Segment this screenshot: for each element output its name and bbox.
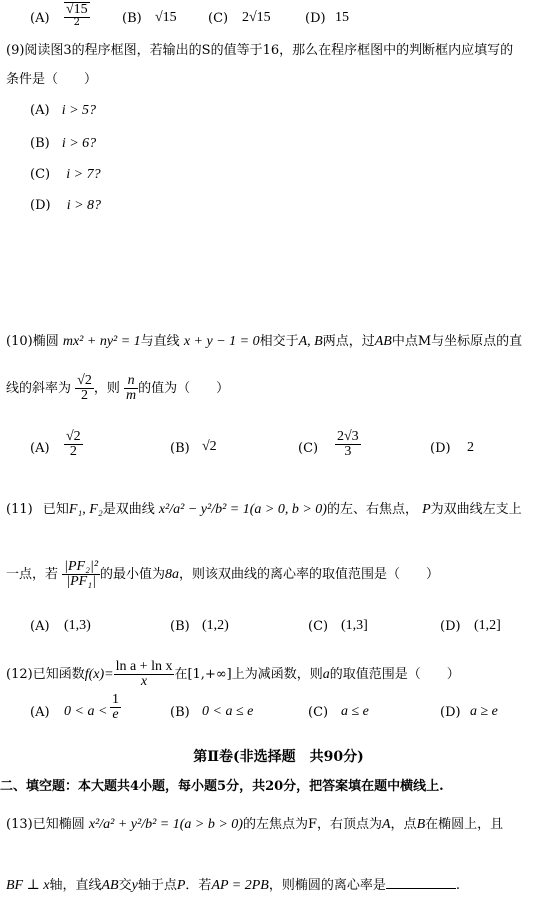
q11-number: (11) (6, 502, 33, 517)
q10-segment: AB (374, 334, 392, 349)
q12-option-b-value: 0 < a ≤ e (202, 704, 254, 719)
q12-function-numerator: ln a + ln x (115, 659, 173, 674)
q9-option-c-label: (C) (30, 167, 51, 182)
q11-ratio-fraction (62, 560, 100, 589)
q9-option-c (30, 168, 101, 182)
q9-line2: 条件是（ ） (6, 72, 98, 87)
q10-slope-fraction (75, 374, 94, 403)
q10-option-a-label: (A) (30, 441, 50, 456)
q11-line1 (6, 503, 522, 517)
q11-ratio-denominator: |PF₁| (66, 574, 96, 589)
q11-text-2: 是双曲线 (102, 502, 155, 517)
q10-option-b-value: √2 (202, 439, 217, 454)
q11-line2 (6, 560, 439, 589)
q11-option-a-label: (A) (30, 619, 50, 634)
q13-point-b: B (416, 817, 426, 832)
q9-option-a (30, 104, 96, 118)
q12-line1 (6, 660, 460, 689)
q12-a-numerator: 1 (112, 692, 119, 707)
q10-nm-denominator: m (126, 388, 137, 403)
q10-nm-fraction (124, 374, 138, 403)
q8-a-denominator: 2 (73, 17, 81, 28)
q10-text-4: 两点，过 (322, 334, 375, 349)
q8-option-c-value: 2√15 (242, 10, 271, 25)
q11-text-3: 的左、右焦点， (326, 502, 418, 517)
q9-option-a-label: (A) (30, 103, 50, 118)
q9-option-c-text: i > 7? (66, 167, 101, 182)
q10-points: A, B (298, 334, 323, 349)
q11-option-c-label: (C) (308, 619, 329, 634)
q9-option-a-text: i > 5? (61, 103, 97, 118)
q9-line1: (9)阅读图3的程序框图，若输出的S的值等于16，那么在程序框图中的判断框内应填写的 (6, 43, 514, 58)
q13-number: (13) (6, 817, 33, 832)
q8-option-d-value: 15 (335, 10, 349, 25)
q10-text-1: 椭圆 (32, 334, 59, 349)
q11-option-b-value: (1,2) (202, 618, 229, 633)
q12-variable-a: a (322, 667, 330, 682)
section-title: 第Ⅱ卷(非选择题 共90分) (193, 749, 364, 765)
q13-end-period: . (455, 878, 460, 893)
q10-line1 (6, 335, 522, 349)
q11-text-5: 一点，若 (6, 567, 59, 582)
q10-option-c-value (335, 430, 361, 459)
q10-a-numerator: √2 (66, 429, 81, 444)
q10-option-c-label: (C) (298, 441, 319, 456)
q13-text-7: 轴于点 (137, 878, 177, 893)
q10-line-equation: x + y − 1 = 0 (183, 334, 260, 349)
q11-text-1: 已知 (42, 502, 69, 517)
q13-y-axis: y (131, 878, 138, 893)
q10-text-2: 与直线 (140, 334, 180, 349)
q13-ellipse-equation: x²/a² + y²/b² = 1(a > b > 0) (88, 817, 243, 832)
q10-ellipse-equation: mx² + ny² = 1 (62, 334, 141, 349)
q10-c-denominator: 3 (344, 444, 352, 459)
q8-option-a-value (64, 2, 90, 28)
q10-option-b-label: (B) (170, 441, 190, 456)
q11-option-a-value: (1,3) (64, 618, 91, 633)
q13-line2 (6, 876, 460, 893)
q13-line1 (6, 818, 503, 832)
q13-text-4: 在椭圆上，且 (425, 817, 504, 832)
q13-text-9: ，则椭圆的离心率是 (268, 878, 386, 893)
q9-option-b-text: i > 6? (61, 136, 97, 151)
q13-text-3: ，点 (390, 817, 417, 832)
q10-option-d-label: (D) (430, 441, 451, 456)
q9-option-b (30, 137, 96, 151)
q9-option-d-text: i > 8? (66, 198, 102, 213)
q13-text-2: 的左焦点为F，右顶点为 (242, 817, 382, 832)
q11-option-d-value: (1,2] (474, 618, 501, 633)
q11-option-d-label: (D) (440, 619, 461, 634)
q10-line2 (6, 374, 229, 403)
q13-line-ab: AB (101, 878, 119, 893)
q8-option-a-label: (A) (30, 11, 50, 26)
q11-text-6: 的最小值为 (100, 567, 166, 582)
q11-min-value: 8a (165, 567, 180, 582)
q11-hyperbola-equation: x²/a² − y²/b² = 1(a > 0, b > 0) (158, 502, 327, 517)
q12-text-1: 已知函数 (32, 667, 85, 682)
q12-options-row (30, 693, 530, 733)
q10-text-7: ，则 (93, 381, 120, 396)
q13-point-p: P (176, 878, 186, 893)
q13-vector-equation: AP = 2PB (211, 878, 269, 893)
q11-point-p: P (422, 502, 431, 517)
q13-text-1: 已知椭圆 (32, 817, 85, 832)
q10-slope-numerator: √2 (77, 373, 92, 388)
q10-options-row (30, 430, 530, 470)
q12-a-denominator: e (112, 707, 119, 722)
q10-text-8: 的值为（ ） (138, 381, 230, 396)
q10-option-a-value (64, 430, 83, 459)
q12-option-d-value: a ≥ e (470, 704, 498, 719)
q12-option-c-label: (C) (308, 705, 329, 720)
q13-text-5: 轴，直线 (49, 878, 102, 893)
q13-text-8: ．若 (185, 878, 212, 893)
q11-text-7: ，则该双曲线的离心率的取值范围是（ ） (179, 567, 440, 582)
q13-text-6: 交 (118, 878, 132, 893)
q10-nm-numerator: n (124, 374, 138, 389)
q11-ratio-numerator: |PF₂|² (64, 559, 99, 574)
q12-option-c-value: a ≤ e (341, 704, 369, 719)
q11-text-4: 为双曲线左支上 (430, 502, 522, 517)
q12-function-name: f(x)= (84, 667, 114, 682)
q12-option-a-label: (A) (30, 705, 50, 720)
q10-a-denominator: 2 (69, 444, 77, 459)
q11-option-c-value: (1,3] (341, 618, 368, 633)
q11-options-row (30, 620, 530, 640)
q8-a-numerator: √15 (66, 2, 88, 17)
q8-option-b-label: (B) (122, 11, 142, 26)
q12-option-a-fraction (110, 693, 121, 722)
q11-option-b-label: (B) (170, 619, 190, 634)
q10-text-3: 相交于 (259, 334, 299, 349)
q12-option-d-label: (D) (440, 705, 461, 720)
q13-perpendicular: BF ⊥ x (6, 878, 50, 893)
q10-number: (10) (6, 334, 33, 349)
q13-point-a: A (381, 817, 391, 832)
q10-c-numerator: 2√3 (337, 429, 359, 444)
q11-foci: F₁, F₂ (68, 502, 103, 517)
q12-number: (12) (6, 667, 33, 682)
q12-text-3: 的取值范围是（ ） (329, 667, 460, 682)
q9-option-d (30, 199, 101, 213)
q8-option-d-label: (D) (305, 11, 326, 26)
q10-option-d-value: 2 (467, 440, 474, 455)
q10-text-6: 线的斜率为 (6, 381, 72, 396)
q12-option-a-value: 0 < a < (64, 704, 108, 719)
q8-option-c-label: (C) (208, 11, 229, 26)
q12-option-b-label: (B) (170, 705, 190, 720)
q13-answer-blank[interactable] (386, 876, 456, 889)
q12-text-2: 在[1,+∞]上为减函数，则 (174, 667, 323, 682)
q9-option-b-label: (B) (30, 136, 50, 151)
q10-slope-denominator: 2 (81, 388, 88, 403)
section-heading: 二、填空题：本大题共4小题，每小题5分，共20分，把答案填在题中横线上. (0, 779, 444, 794)
q12-function-denominator: x (140, 674, 148, 689)
q8-option-b-value: √15 (155, 10, 177, 25)
q10-text-5: 中点M与坐标原点的直 (391, 334, 523, 349)
q9-option-d-label: (D) (30, 198, 51, 213)
q12-function-fraction (114, 660, 175, 689)
